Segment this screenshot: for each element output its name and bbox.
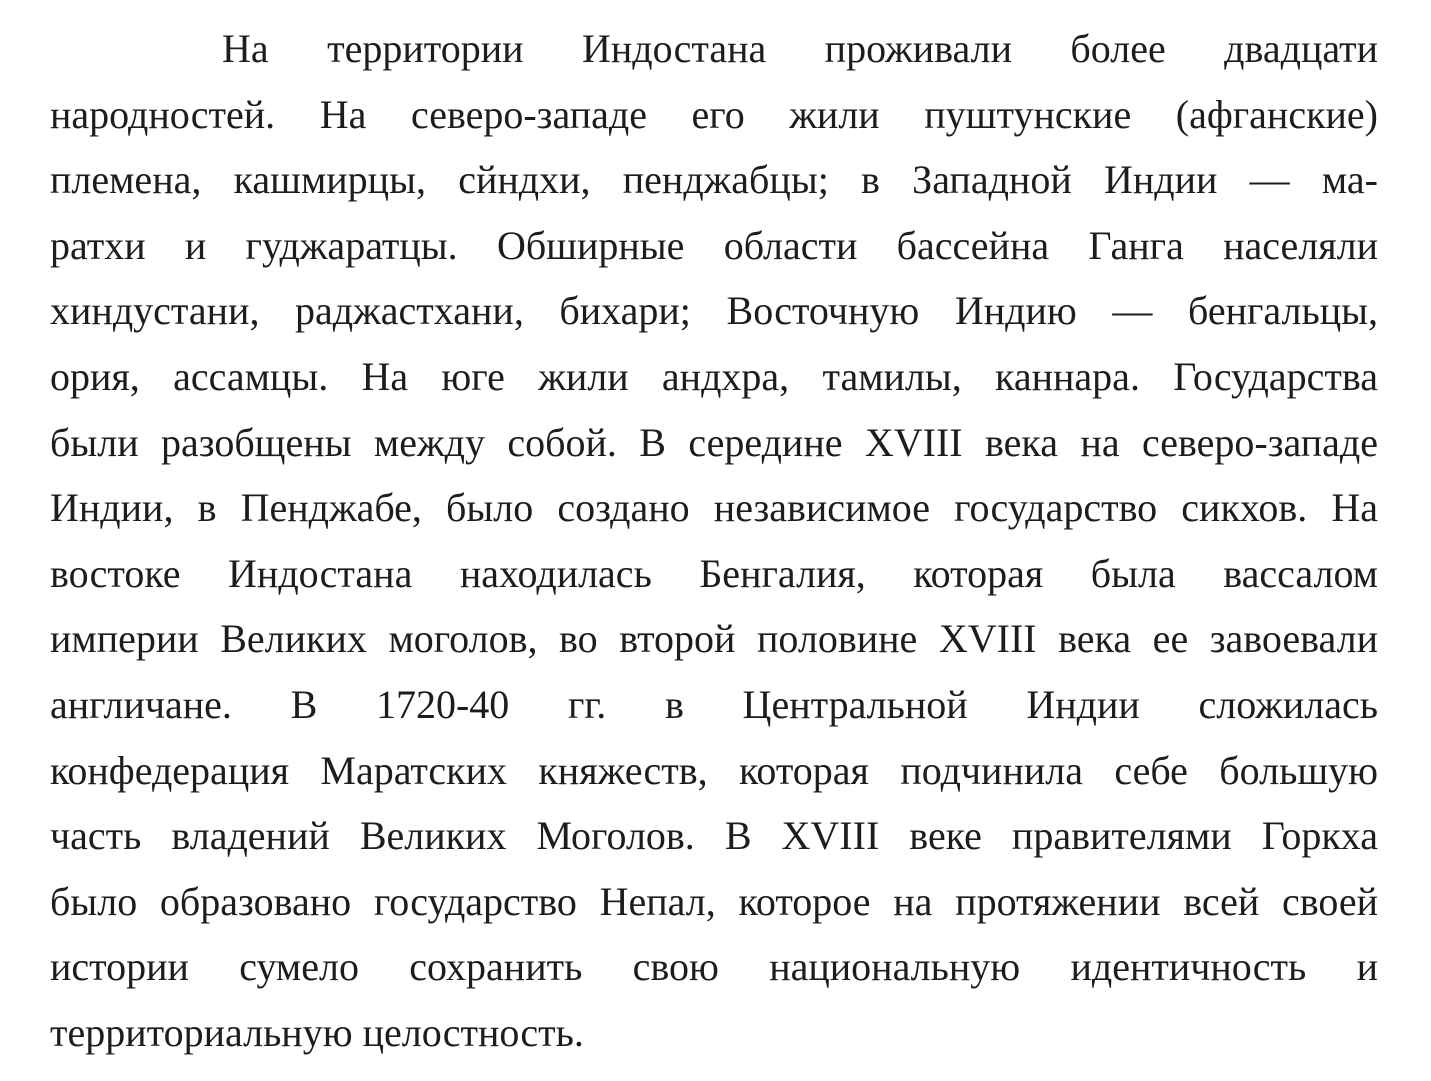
paragraph-line-1: На территории Индостана проживали более двадцати — [222, 26, 1378, 71]
paragraph-line-3: племена, кашмирцы, сйндхи, пенджабцы; в Западной Индии — ма- — [50, 157, 1378, 203]
paragraph-line-16: территориальную целостность. — [50, 1009, 584, 1055]
paragraph-line-11: англичане. В 1720-40 гг. в Центральной Индии сложилась — [50, 681, 1378, 727]
document-page — [50, 16, 1378, 1066]
paragraph-line-14: было образовано государство Непал, которое на протяжении всей своей — [50, 878, 1378, 924]
paragraph-line-7: были разобщены между собой. В середине XVIII века на северо-западе — [50, 419, 1378, 465]
paragraph-line-15: истории сумело сохранить свою национальную идентичность и — [50, 944, 1378, 990]
paragraph-line-12: конфедерация Маратских княжеств, которая подчинила себе большую — [50, 747, 1378, 793]
paragraph-line-13: часть владений Великих Моголов. В XVIII веке правителями Горкха — [50, 813, 1378, 859]
paragraph-line-10: империи Великих моголов, во второй половине XVIII века ее завоевали — [50, 616, 1378, 662]
paragraph-line-8: Индии, в Пенджабе, было создано независимое государство сикхов. На — [50, 485, 1378, 531]
paragraph-line-4: ратхи и гуджаратцы. Обширные области бассейна Ганга населяли — [50, 222, 1378, 268]
paragraph-line-5: хиндустани, раджастхани, бихари; Восточную Индию — бенгальцы, — [50, 288, 1378, 334]
body-paragraph — [50, 16, 1378, 1066]
paragraph-line-2: народностей. На северо-западе его жили пуштунские (афганские) — [50, 91, 1378, 137]
paragraph-line-9: востоке Индостана находилась Бенгалия, которая была вассалом — [50, 550, 1378, 596]
paragraph-line-6: ория, ассамцы. На юге жили андхра, тамилы, каннара. Государства — [50, 353, 1378, 399]
